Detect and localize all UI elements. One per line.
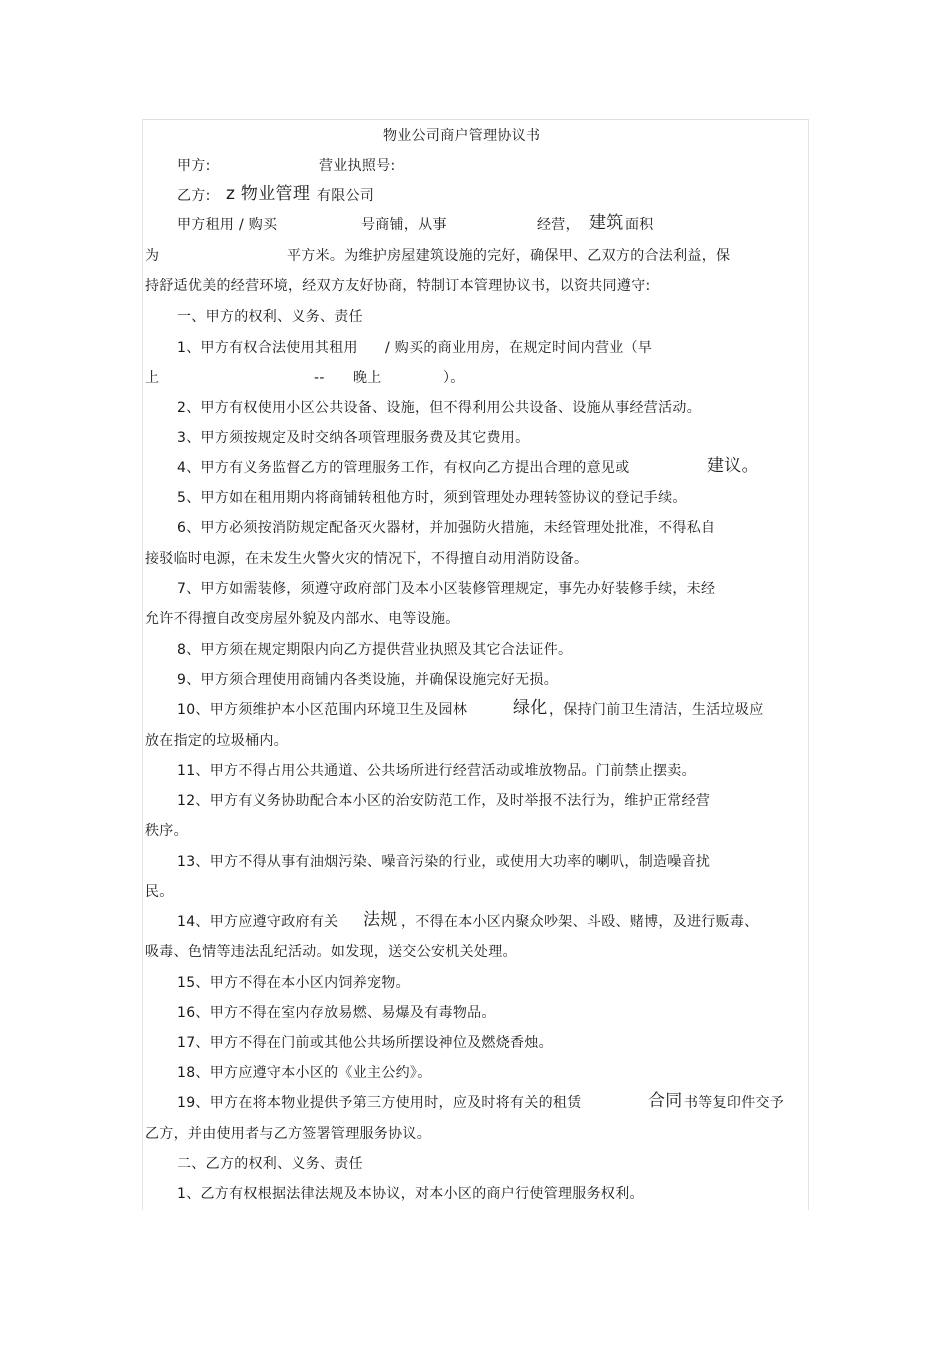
clause-text: 6、甲方必须按消防规定配备灭火器材，并加强防火措施，未经管理处批准，不得私自 <box>177 520 716 536</box>
intro-text: 经营， <box>537 217 580 233</box>
clause-text: 2、甲方有权使用小区公共设备、设施，但不得利用公共设备、设施从事经营活动。 <box>177 400 702 416</box>
clause-text: 13、甲方不得从事有油烟污染、噪音污染的行业，或使用大功率的喇叭，制造噪音扰 <box>177 854 711 870</box>
clause-text: 乙方，并由使用者与乙方签署管理服务协议。 <box>145 1126 431 1142</box>
license-label: 营业执照号: <box>319 158 396 174</box>
clause-text-emphasis: 建议。 <box>707 456 759 476</box>
clause-text: 9、甲方须合理使用商铺内各类设施，并确保设施完好无损。 <box>177 672 559 688</box>
party-a-label: 甲方: <box>177 158 211 174</box>
clause-text: 12、甲方有义务协助配合本小区的治安防范工作，及时举报不法行为，维护正常经营 <box>177 793 711 809</box>
clause-text: 17、甲方不得在门前或其他公共场所摆设神位及燃烧香烛。 <box>177 1035 553 1051</box>
clause-text: 16、甲方不得在室内存放易燃、易爆及有毒物品。 <box>177 1005 496 1021</box>
clause-text: 11、甲方不得占用公共通道、公共场所进行经营活动或堆放物品。门前禁止摆卖。 <box>177 763 696 779</box>
party-b-name-suffix: 有限公司 <box>317 188 375 204</box>
clause-text: 上 <box>145 370 160 386</box>
clause-text: 5、甲方如在租用期内将商铺转租他方时，须到管理处办理转签协议的登记手续。 <box>177 490 687 506</box>
clause-text: ，不得在本小区内聚众吵架、斗殴、赌博，及进行贩毒、 <box>401 914 759 930</box>
clause-text: ）。 <box>443 370 465 386</box>
clause-text-emphasis: 合同 <box>648 1091 683 1111</box>
clause-text: 允许不得擅自改变房屋外貌及内部水、电等设施。 <box>145 611 460 627</box>
clause-text: 4、甲方有义务监督乙方的管理服务工作，有权向乙方提出合理的意见或 <box>177 460 630 476</box>
clause-text: 15、甲方不得在本小区内饲养宠物。 <box>177 975 410 991</box>
clause-text: 18、甲方应遵守本小区的《业主公约》。 <box>177 1065 432 1081</box>
party-b-label: 乙方: <box>177 188 211 204</box>
clause-text: 民。 <box>145 884 174 900</box>
clause-text: 晚上 <box>353 370 382 386</box>
clause-text: ，保持门前卫生清洁，生活垃圾应 <box>549 702 764 718</box>
intro-text-emphasis: 建筑 <box>589 213 624 233</box>
clause-text: 1、甲方有权合法使用其租用 <box>177 340 358 356</box>
clause-text: 1、乙方有权根据法律法规及本协议，对本小区的商户行使管理服务权利。 <box>177 1186 644 1202</box>
clause-text: 秩序。 <box>145 823 188 839</box>
clause-text: 10、甲方须维护本小区范围内环境卫生及园林 <box>177 702 468 718</box>
intro-text: 号商铺，从事 <box>361 217 447 233</box>
clause-text: 19、甲方在将本物业提供予第三方使用时，应及时将有关的租赁 <box>177 1095 582 1111</box>
document-title: 物业公司商户管理协议书 <box>383 128 541 144</box>
clause-text: 8、甲方须在规定期限内向乙方提供营业执照及其它合法证件。 <box>177 642 573 658</box>
clause-text: / 购买的商业用房，在规定时间内营业（早 <box>385 340 653 356</box>
clause-text: 7、甲方如需装修，须遵守政府部门及本小区装修管理规定，事先办好装修手续，未经 <box>177 581 716 597</box>
intro-text: 为 <box>145 248 160 264</box>
clause-text-emphasis: 绿化 <box>513 698 548 718</box>
clause-text-emphasis: 法规 <box>363 910 398 930</box>
intro-text: 甲方租用 / 购买 <box>177 217 278 233</box>
clause-text: -- <box>314 370 325 386</box>
clause-text: 书等复印件交予 <box>684 1095 785 1111</box>
clause-text: 14、甲方应遵守政府有关 <box>177 914 339 930</box>
intro-text: 面积 <box>625 217 654 233</box>
clause-text: 放在指定的垃圾桶内。 <box>145 733 288 749</box>
clause-text: 3、甲方须按规定及时交纳各项管理服务费及其它费用。 <box>177 430 530 446</box>
intro-text: 平方米。为维护房屋建筑设施的完好，确保甲、乙双方的合法利益，保 <box>287 248 731 264</box>
clause-text: 吸毒、色情等违法乱纪活动。如发现，送交公安机关处理。 <box>145 944 517 960</box>
section-heading: 二、乙方的权利、义务、责任 <box>177 1156 363 1172</box>
party-b-name: z 物业管理 <box>226 184 311 204</box>
clause-text: 接驳临时电源，在未发生火警火灾的情况下，不得擅自动用消防设备。 <box>145 551 589 567</box>
intro-text: 持舒适优美的经营环境，经双方友好协商，特制订本管理协议书，以资共同遵守: <box>145 278 651 294</box>
section-heading: 一、甲方的权利、义务、责任 <box>177 309 363 325</box>
